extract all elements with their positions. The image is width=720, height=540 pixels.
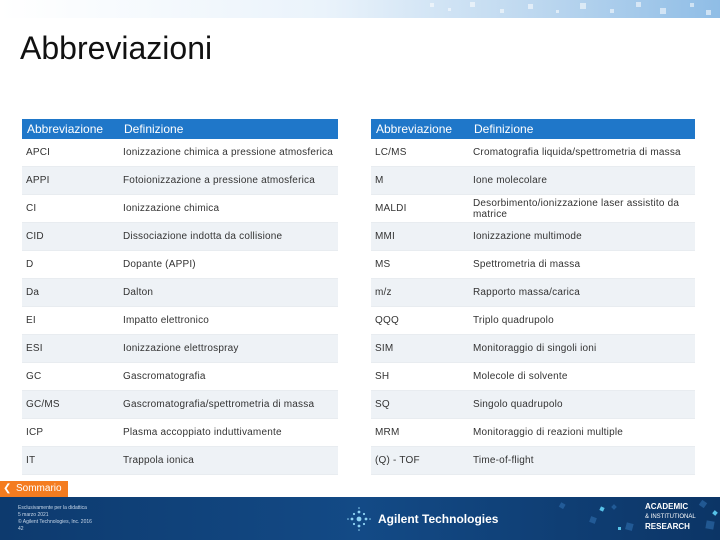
column-header-abbreviation: Abbreviazione: [22, 119, 119, 139]
abbreviation-cell: ESI: [22, 335, 119, 363]
column-header-definition: Definizione: [119, 119, 338, 139]
table-row: [371, 419, 695, 447]
abbreviation-cell: Da: [22, 279, 119, 307]
agilent-logo: [346, 506, 498, 532]
abbreviation-cell: m/z: [371, 279, 469, 307]
agilent-wordmark: Agilent Technologies: [378, 512, 499, 526]
table-row: [371, 363, 695, 391]
definition-cell: Fotoionizzazione a pressione atmosferica: [119, 167, 338, 195]
table-header-row: [22, 119, 338, 139]
abbreviation-table-right: [371, 119, 695, 475]
column-header-abbreviation: Abbreviazione: [371, 119, 469, 139]
abbreviation-cell: ICP: [22, 419, 119, 447]
definition-cell: Dissociazione indotta da collisione: [119, 223, 338, 251]
footer-line-3: © Agilent Technologies, Inc. 2016: [18, 519, 92, 525]
abbreviation-cell: M: [371, 167, 469, 195]
definition-cell: Gascromatografia/spettrometria di massa: [119, 391, 338, 419]
table-row: [371, 335, 695, 363]
chevron-left-icon: ❮: [3, 483, 12, 494]
abbreviation-cell: SH: [371, 363, 469, 391]
definition-cell: Ionizzazione multimode: [469, 223, 695, 251]
dot-pattern: [0, 0, 720, 18]
abbreviation-cell: IT: [22, 447, 119, 475]
table-row: [22, 391, 338, 419]
definition-cell: Cromatografia liquida/spettrometria di massa: [469, 139, 695, 167]
table-row: [22, 167, 338, 195]
abbreviation-cell: APPI: [22, 167, 119, 195]
page-title: Abbreviazioni: [20, 30, 213, 66]
definition-cell: Trappola ionica: [119, 447, 338, 475]
abbreviation-cell: SIM: [371, 335, 469, 363]
table-row: [371, 139, 695, 167]
definition-cell: Impatto elettronico: [119, 307, 338, 335]
definition-cell: Triplo quadrupolo: [469, 307, 695, 335]
definition-cell: Desorbimento/ionizzazione laser assistito da matrice: [469, 195, 695, 223]
definition-cell: Spettrometria di massa: [469, 251, 695, 279]
abbreviation-cell: MALDI: [371, 195, 469, 223]
abbreviation-cell: CID: [22, 223, 119, 251]
definition-cell: Ione molecolare: [469, 167, 695, 195]
abbreviation-table-left: [22, 119, 338, 475]
definition-cell: Monitoraggio di reazioni multiple: [469, 419, 695, 447]
definition-cell: Gascromatografia: [119, 363, 338, 391]
definition-cell: Rapporto massa/carica: [469, 279, 695, 307]
definition-cell: Ionizzazione elettrospray: [119, 335, 338, 363]
abbreviation-cell: EI: [22, 307, 119, 335]
table-row: [371, 391, 695, 419]
column-header-definition: Definizione: [469, 119, 695, 139]
abbreviation-cell: CI: [22, 195, 119, 223]
abbreviation-cell: APCI: [22, 139, 119, 167]
table-row: [22, 447, 338, 475]
definition-cell: Monitoraggio di singoli ioni: [469, 335, 695, 363]
academic-line-2: & INSTITUTIONAL: [645, 514, 696, 520]
academic-line-1: ACADEMIC: [645, 502, 689, 511]
definition-cell: Plasma accoppiato induttivamente: [119, 419, 338, 447]
abbreviation-cell: MS: [371, 251, 469, 279]
sommario-label: Sommario: [16, 483, 62, 494]
footer-line-2: 5 marzo 2021: [18, 512, 49, 518]
abbreviation-cell: LC/MS: [371, 139, 469, 167]
table-row: [22, 195, 338, 223]
table-row: [22, 279, 338, 307]
abbreviation-cell: MMI: [371, 223, 469, 251]
table-row: [22, 223, 338, 251]
table-row: [22, 419, 338, 447]
definition-cell: Dopante (APPI): [119, 251, 338, 279]
table-row: [22, 363, 338, 391]
definition-cell: Time-of-flight: [469, 447, 695, 475]
table-row: [22, 251, 338, 279]
abbreviation-cell: SQ: [371, 391, 469, 419]
table-row: [371, 279, 695, 307]
sommario-button[interactable]: [0, 481, 68, 497]
table-row: [22, 139, 338, 167]
abbreviation-cell: D: [22, 251, 119, 279]
table-row: [371, 167, 695, 195]
table-row: [371, 195, 695, 223]
page-number: 42: [18, 526, 24, 532]
footer-notes: [18, 505, 92, 533]
table-row: [22, 335, 338, 363]
definition-cell: Singolo quadrupolo: [469, 391, 695, 419]
definition-cell: Ionizzazione chimica: [119, 195, 338, 223]
table-row: [371, 223, 695, 251]
academic-research-logo: [645, 502, 696, 532]
abbreviation-cell: QQQ: [371, 307, 469, 335]
footer-line-1: Esclusivamente per la didattica: [18, 505, 87, 511]
table-row: [371, 251, 695, 279]
academic-line-3: RESEARCH: [645, 522, 690, 531]
definition-cell: Molecole di solvente: [469, 363, 695, 391]
abbreviation-cell: MRM: [371, 419, 469, 447]
definition-cell: Dalton: [119, 279, 338, 307]
table-row: [371, 447, 695, 475]
table-header-row: [371, 119, 695, 139]
abbreviation-cell: GC: [22, 363, 119, 391]
abbreviation-cell: (Q) - TOF: [371, 447, 469, 475]
abbreviation-cell: GC/MS: [22, 391, 119, 419]
table-row: [371, 307, 695, 335]
top-decorative-band: [0, 0, 720, 18]
spark-icon: [346, 506, 372, 532]
definition-cell: Ionizzazione chimica a pressione atmosferica: [119, 139, 338, 167]
table-row: [22, 307, 338, 335]
